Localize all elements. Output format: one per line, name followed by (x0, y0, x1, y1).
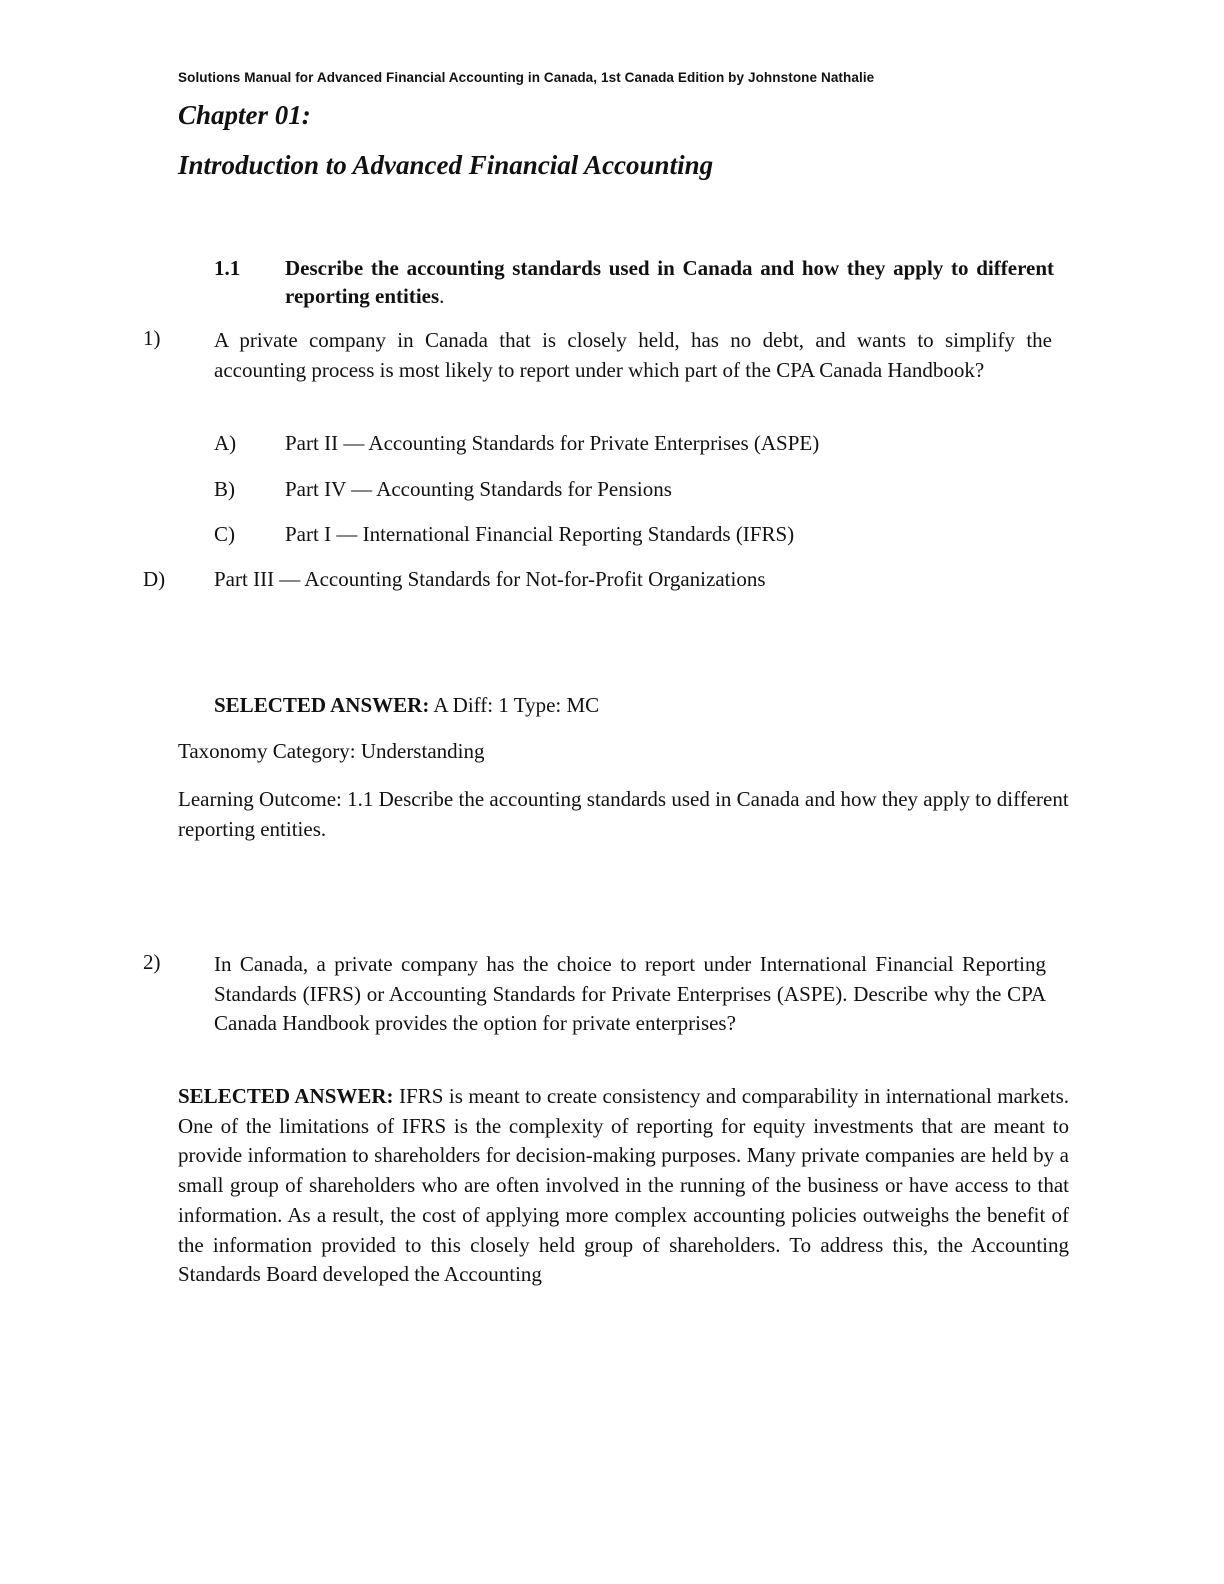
question-1-number: 1) (143, 326, 161, 350)
learning-objective-heading (214, 254, 1054, 310)
option-b-text: Part IV — Accounting Standards for Pensions (285, 477, 672, 501)
chapter-title: Introduction to Advanced Financial Accounting (178, 150, 714, 180)
option-b-label: B) (214, 477, 235, 501)
taxonomy-category: Taxonomy Category: Understanding (178, 739, 485, 763)
selected-answer-value: A Diff: 1 Type: MC (429, 693, 600, 717)
question-2-number: 2) (143, 950, 161, 974)
question-2-answer (178, 1082, 1069, 1290)
question-1-text: A private company in Canada that is closely held, has no debt, and wants to simplify the accounting process is most likely to report under which part of the CPA Canada Handbook? (214, 328, 1052, 382)
option-a-label: A) (214, 431, 237, 455)
chapter-number: Chapter 01: (178, 100, 311, 130)
option-d-label: D) (143, 567, 166, 591)
option-d-text: Part III — Accounting Standards for Not-for-Profit Organizations (214, 567, 766, 591)
selected-answer-label-2: SELECTED ANSWER: (178, 1084, 394, 1108)
learning-objective-text: Describe the accounting standards used in Canada and how they apply to different reporting entities. (285, 256, 1054, 308)
option-c-label: C) (214, 522, 235, 546)
question-2-text: In Canada, a private company has the choice to report under International Financial Reporting Standards (IFRS) or Accounting Standards for Private Enterprises (ASPE). Describe why the CPA Canada Handbook provides the option for private enterprises? (214, 952, 1046, 1035)
selected-answer-label: SELECTED ANSWER: (214, 693, 430, 717)
running-header: Solutions Manual for Advanced Financial Accounting in Canada, 1st Canada Edition by Johnstone Nathalie (178, 70, 875, 85)
selected-answer-text-2: IFRS is meant to create consistency and comparability in international markets. One of the limitations of IFRS is the complexity of reporting for equity investments that are meant to provide information to shareholders for decision-making purposes. Many private companies are held by a small group of shareholders who are often involved in the running of the business or have access to that information. As a result, the cost of applying more complex accounting policies outweighs the benefit of the information provided to this closely held group of shareholders. To address this, the Accounting Standards Board developed the Accounting (178, 1084, 1070, 1287)
option-a-text: Part II — Accounting Standards for Private Enterprises (ASPE) (285, 431, 820, 455)
option-c-text: Part I — International Financial Reporting Standards (IFRS) (285, 522, 795, 546)
question-1-answer (214, 693, 599, 718)
learning-outcome: Learning Outcome: 1.1 Describe the accounting standards used in Canada and how they apply to different reporting entities. (178, 787, 1069, 841)
learning-objective-number: 1.1 (214, 256, 241, 280)
